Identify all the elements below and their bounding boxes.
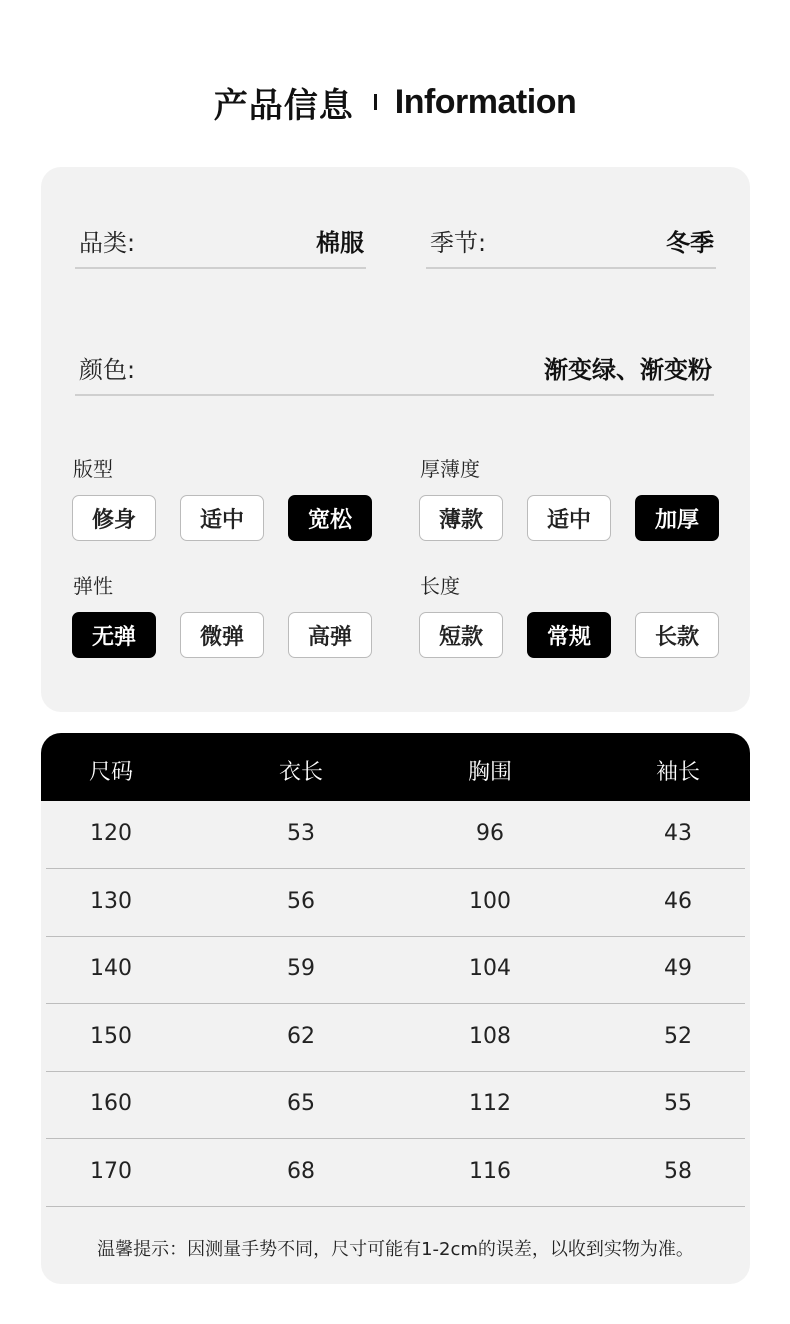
length-option-regular[interactable]: 常规 (527, 612, 611, 658)
size-cell: 170 (90, 1159, 132, 1184)
chest-cell: 108 (469, 1024, 511, 1049)
fit-option-slim[interactable]: 修身 (72, 495, 156, 541)
season-field (426, 167, 716, 269)
header-length: 衣长 (278, 760, 323, 785)
elasticity-option-high[interactable]: 高弹 (288, 612, 372, 658)
size-cell: 150 (90, 1024, 132, 1049)
length-option-short[interactable]: 短款 (419, 612, 503, 658)
size-cell: 120 (90, 821, 132, 846)
table-row (46, 1004, 745, 1072)
header-chest: 胸围 (467, 760, 512, 785)
size-table-card (41, 733, 750, 1284)
chest-cell: 100 (469, 889, 511, 914)
category-field (75, 167, 366, 269)
season-value: 冬季 (666, 229, 714, 257)
fit-options (72, 495, 372, 541)
length-option-long[interactable]: 长款 (635, 612, 719, 658)
length-label: 长度 (420, 574, 460, 598)
fit-option-regular[interactable]: 适中 (180, 495, 264, 541)
sleeve-cell: 49 (664, 956, 692, 981)
length-cell: 65 (287, 1091, 315, 1116)
length-cell: 62 (287, 1024, 315, 1049)
size-cell: 130 (90, 889, 132, 914)
table-row (46, 1071, 745, 1139)
length-cell: 56 (287, 889, 315, 914)
season-label: 季节: (430, 229, 487, 257)
length-cell: 68 (287, 1159, 315, 1184)
color-label: 颜色: (79, 356, 136, 384)
table-row (46, 801, 745, 869)
chest-cell: 96 (476, 821, 504, 846)
table-row (46, 936, 745, 1004)
sleeve-cell: 43 (664, 821, 692, 846)
header-divider (374, 94, 377, 110)
thickness-option-medium[interactable]: 适中 (527, 495, 611, 541)
chest-cell: 112 (469, 1091, 511, 1116)
thickness-option-thin[interactable]: 薄款 (419, 495, 503, 541)
elasticity-options (72, 612, 372, 658)
table-row (46, 1139, 745, 1207)
measurement-note: 温馨提示：因测量手势不同，尺寸可能有1-2cm的误差，以收到实物为准。 (97, 1239, 694, 1260)
sleeve-cell: 46 (664, 889, 692, 914)
chest-cell: 116 (469, 1159, 511, 1184)
chest-cell: 104 (469, 956, 511, 981)
color-field (75, 294, 714, 396)
category-value: 棉服 (316, 229, 364, 257)
fit-label: 版型 (73, 457, 113, 481)
size-table-header (41, 733, 750, 801)
length-options (419, 612, 719, 658)
thickness-options (419, 495, 719, 541)
product-info-card (41, 167, 750, 712)
page-header (0, 78, 790, 126)
color-value: 渐变绿、渐变粉 (544, 356, 712, 384)
length-cell: 59 (287, 956, 315, 981)
header-sleeve: 袖长 (655, 760, 700, 785)
sleeve-cell: 52 (664, 1024, 692, 1049)
thickness-label: 厚薄度 (420, 457, 480, 481)
elasticity-label: 弹性 (73, 574, 113, 598)
header-title-en: Information (394, 82, 577, 121)
header-title-cn: 产品信息 (213, 85, 354, 126)
size-cell: 160 (90, 1091, 132, 1116)
sleeve-cell: 55 (664, 1091, 692, 1116)
fit-option-loose[interactable]: 宽松 (288, 495, 372, 541)
elasticity-option-slight[interactable]: 微弹 (180, 612, 264, 658)
header-size: 尺码 (88, 760, 133, 785)
elasticity-option-none[interactable]: 无弹 (72, 612, 156, 658)
thickness-option-thick[interactable]: 加厚 (635, 495, 719, 541)
length-cell: 53 (287, 821, 315, 846)
category-label: 品类: (79, 229, 136, 257)
sleeve-cell: 58 (664, 1159, 692, 1184)
table-row (46, 869, 745, 937)
size-cell: 140 (90, 956, 132, 981)
